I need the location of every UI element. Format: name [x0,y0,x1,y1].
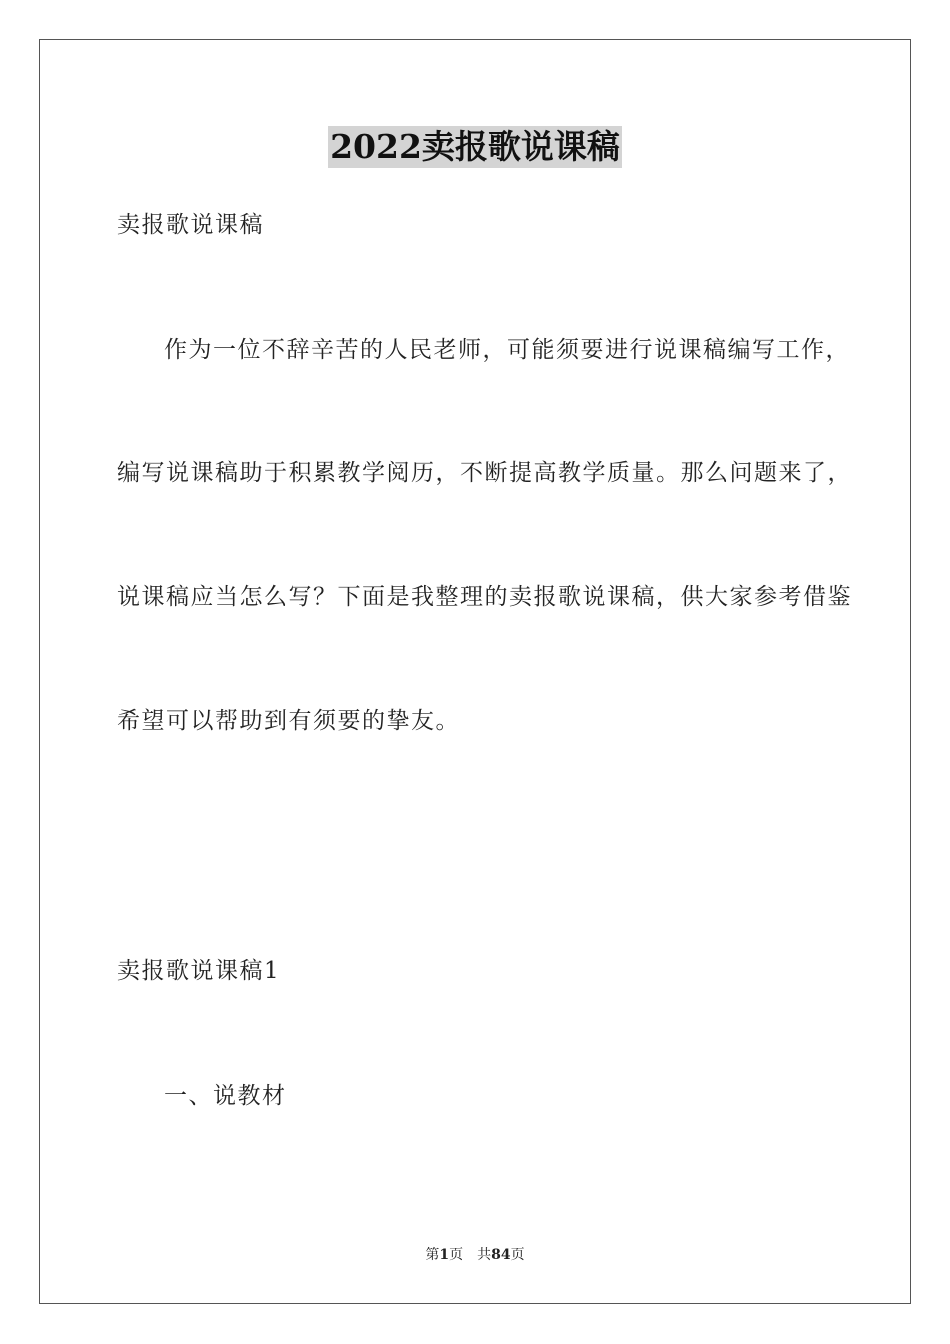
subsection-heading: 一、说教材 [164,1083,287,1109]
footer-total-prefix: 共 [477,1247,492,1263]
footer-page-suffix: 页 [449,1247,464,1263]
intro-line-2: 编写说课稿助于积累教学阅历，不断提高教学质量。那么问题来了， [117,460,852,486]
footer-page-number: 1 [439,1247,450,1263]
intro-line-4: 希望可以帮助到有须要的挚友。 [117,708,460,734]
footer-total-pages: 84 [491,1247,511,1263]
page-footer [0,1245,950,1265]
footer-page-prefix: 第 [425,1247,440,1263]
footer-total-suffix: 页 [510,1247,525,1263]
section-heading: 卖报歌说课稿1 [117,958,281,984]
intro-line-1: 作为一位不辞辛苦的人民老师，可能须要进行说课稿编写工作， [164,337,850,363]
document-subtitle: 卖报歌说课稿 [117,212,264,238]
intro-line-3: 说课稿应当怎么写？下面是我整理的卖报歌说课稿，供大家参考借鉴 [117,584,852,610]
title-container [0,126,950,168]
document-title: 2022卖报歌说课稿 [330,127,620,166]
